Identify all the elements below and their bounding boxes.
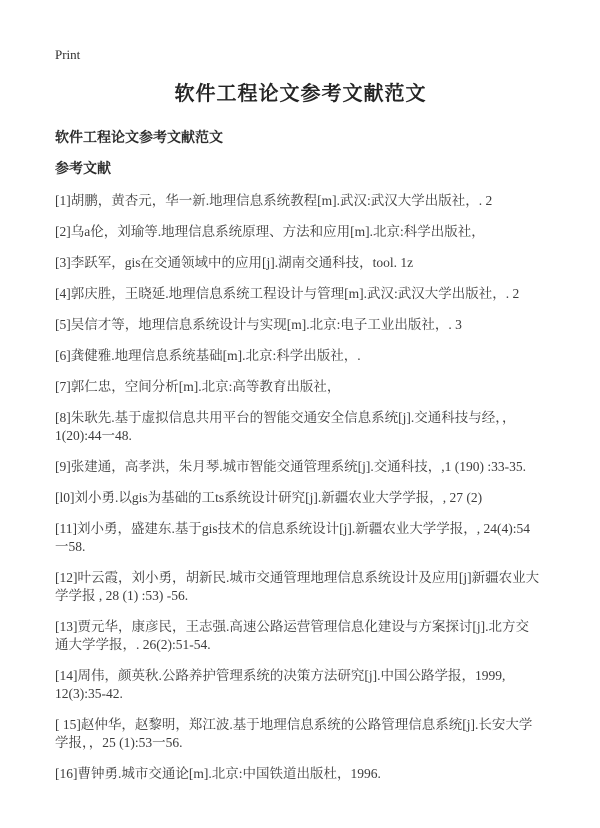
reference-item [55, 254, 546, 272]
page-title: 软件工程论文参考文献范文 [174, 83, 427, 105]
reference-line: 学学报 , 28 (1) :53) -56. [55, 588, 189, 603]
reference-line: [l0]刘小勇.以gis为基础的工ts系统设计研究[j].新疆农业大学学报，, 27 (2) [55, 490, 483, 505]
reference-item [55, 569, 546, 605]
reference-item [55, 716, 546, 752]
reference-item [55, 520, 546, 556]
article-subtitle: 软件工程论文参考文献范文 [55, 131, 223, 146]
references-heading: 参考文献 [55, 162, 111, 177]
reference-item [55, 765, 546, 783]
reference-item [55, 285, 546, 303]
reference-item [55, 458, 546, 476]
reference-line: [1]胡鹏，黄杏元，华一新.地理信息系统教程[m].武汉:武汉大学出版社，. 2 [55, 193, 493, 208]
reference-line: 一58. [55, 539, 86, 554]
reference-item [55, 192, 546, 210]
reference-line: 通大学学报，. 26(2):51-54. [55, 637, 211, 652]
reference-line: [8]朱耿先.基于虚拟信息共用平台的智能交通安全信息系统[j].交通科技与经，， [55, 410, 516, 425]
reference-line: [3]李跃军，gis在交通领域中的应用[j].湖南交通科技，tool. 1z [55, 255, 414, 270]
reference-line: [16]曹钟勇.城市交通论[m].北京:中国铁道出版杜，1996. [55, 766, 381, 781]
reference-line: [7]郭仁忠，空间分析[m].北京:高等教育出版社， [55, 379, 341, 394]
reference-line: 12(3):35-42. [55, 686, 123, 701]
reference-line: 学报，，25 (1):53一56. [55, 735, 183, 750]
reference-line: [13]贾元华，康彦民，王志强.高速公路运营管理信息化建设与方案探讨[j].北方交 [55, 619, 529, 634]
reference-line: [11]刘小勇，盛建东.基于gis技术的信息系统设计[j].新疆农业大学学报，, 24(4):54 [55, 521, 530, 536]
reference-item [55, 378, 546, 396]
reference-item [55, 223, 546, 241]
reference-line: [6]龚健雅.地理信息系统基础[m].北京:科学出版社，. [55, 348, 361, 363]
reference-line: [14]周伟，颜英秋.公路养护管理系统的决策方法研究[j].中国公路学报，1999, [55, 668, 506, 683]
reference-item [55, 347, 546, 365]
reference-line: [ 15]赵仲华，赵黎明，郑江波.基于地理信息系统的公路管理信息系统[j].长安大学 [55, 717, 533, 732]
reference-line: [4]郭庆胜，王晓延.地理信息系统工程设计与管理[m].武汉:武汉大学出版社，. 2 [55, 286, 520, 301]
reference-item [55, 667, 546, 703]
print-link[interactable]: Print [55, 47, 81, 62]
reference-item [55, 618, 546, 654]
reference-line: 1(20):44一48. [55, 428, 132, 443]
reference-line: [12]叶云霞，刘小勇，胡新民.城市交通管理地理信息系统设计及应用[j]新疆农业大 [55, 570, 540, 585]
reference-line: [9]张建通，高孝洪，朱月琴.城市智能交通管理系统[j].交通科技，,1 (190) :33-35. [55, 459, 526, 474]
reference-item [55, 489, 546, 507]
reference-line: [2]乌a伦，刘瑜等.地理信息系统原理、方法和应用[m].北京:科学出版社， [55, 224, 485, 239]
reference-item [55, 316, 546, 334]
reference-line: [5]吴信才等，地理信息系统设计与实现[m].北京:电子工业出版社，. 3 [55, 317, 462, 332]
reference-list [55, 192, 546, 783]
reference-item [55, 409, 546, 445]
